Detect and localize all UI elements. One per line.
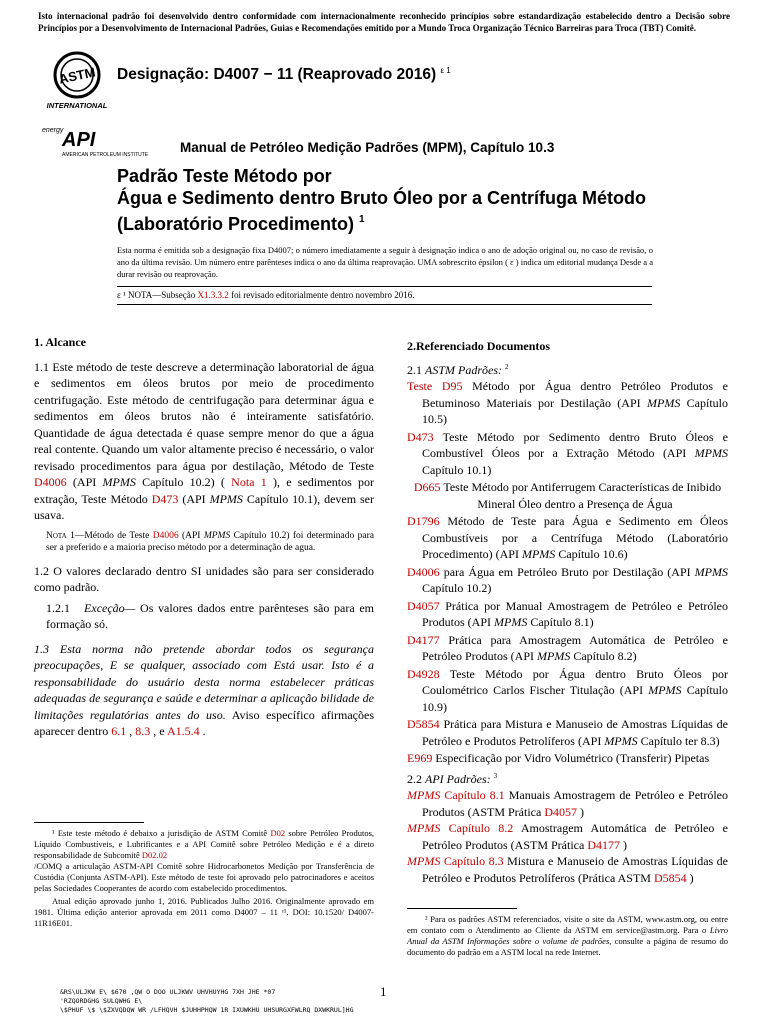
reference-title: para Água em Petróleo Bruto por Destilação (API <box>443 564 691 579</box>
reference-link-d1796[interactable]: D1796 <box>407 514 440 528</box>
link-8-3[interactable]: 8.3 <box>135 724 151 738</box>
designation-text: Designação: D4007 − 11 (Reaprovado 2016) <box>117 66 437 83</box>
api-logo <box>40 120 172 158</box>
p121-exception: Exceção— <box>84 600 136 615</box>
section-1 <box>34 334 374 740</box>
paragraph-1-1 <box>34 359 374 524</box>
reference-item <box>407 513 728 563</box>
api-reference-end: ) <box>580 804 584 819</box>
divider-top <box>117 286 652 287</box>
sub22-num: 2.2 <box>407 771 422 786</box>
reference-link-d473[interactable]: D473 <box>407 429 434 444</box>
api-reference-title: Manuais Amostragem de Petróleo e Petróleo Produtos (ASTM Prática <box>422 788 729 819</box>
nota-ota: OTA <box>52 531 67 540</box>
nota-text: 1—Método de Teste <box>70 530 150 541</box>
p11-text-c: Capítulo 10.2) ( <box>142 475 225 489</box>
divider-bottom <box>117 304 652 305</box>
reference-link-d665[interactable]: D665 <box>413 480 441 494</box>
section-2-heading: 2.Referenciado Documentos <box>407 339 551 353</box>
p11-mpms-2: MPMS <box>209 491 243 506</box>
epsilon-note <box>117 290 414 300</box>
nota-1 <box>34 530 374 555</box>
nota-link-d4006[interactable]: D4006 <box>152 530 179 541</box>
reference-title: Método de Teste para Água e Sedimento em Óleos Combustíveis por a Centrífuga Método (Laboratório Procedimento) (API <box>422 514 729 561</box>
nota-n: N <box>46 530 53 541</box>
api-reference-chapter[interactable]: Capítulo 8.2 <box>448 821 514 835</box>
reference-mpms: MPMS <box>537 649 571 663</box>
reference-chapter: Capítulo 8.2) <box>573 649 637 663</box>
p11-text: 1.1 Este método de teste descreve a determinação laboratorial de água e sedimentos em óleos brutos por meio de procedimento centrifugação. Este método de centrifugação para determinar água e sedimentos em óleos brutos não é inteiramente satisfatório. Quantidade de água detectada é quase sempre menor do que a água real contente. Quando um valor altamente preciso é necessário, o valor revisado procedimentos para água por destilação, Método de Teste <box>34 359 374 473</box>
api-reference-mpms[interactable]: MPMS <box>407 854 441 868</box>
reference-prefix: Teste <box>407 379 442 393</box>
reference-mpms: MPMS <box>694 446 728 460</box>
sub21-title: ASTM Padrões: <box>425 362 502 377</box>
epsilon-note-link[interactable]: X1.3.3.2 <box>197 290 229 300</box>
designation-epsilon: ε 1 <box>440 66 451 75</box>
astm-logo <box>46 48 108 110</box>
api-reference-mpms[interactable]: MPMS <box>407 788 441 802</box>
subsection-2-2 <box>407 768 728 788</box>
reference-title: Teste Método por Sedimento dentro Bruto Óleos e Combustível Óleos por a Extração Método (API <box>422 429 728 460</box>
p121-text: Os valores dados entre parênteses são para em formação só. <box>46 600 375 631</box>
reference-item <box>407 378 728 428</box>
manual-title: Manual de Petróleo Medição Padrões (MPM), Capítulo 10.3 <box>180 140 555 155</box>
paragraph-1-2-1 <box>34 600 374 633</box>
sub21-num: 2.1 <box>407 362 422 377</box>
fn2-text-a: ² Para os padrões ASTM referenciados, visite o site da ASTM, www.astm.org, ou entre em contato com o Atendimento ao Cliente da ASTM em service@astm.org. Para <box>407 914 728 935</box>
footer-line-1: &RS\ULJKW E\ $670 ,QW O DOO ULJKWV UHVHUYHG 7XH JHE *07 <box>60 988 276 996</box>
api-reference-title: Mistura e Manuseio de Amostras Líquidas de Petróleo e Produtos Petrolíferos (Prática ASTM <box>422 854 728 885</box>
api-reference-link-d5854[interactable]: D5854 <box>653 870 687 885</box>
api-reference-list <box>407 787 728 886</box>
p13-sep-2: , e <box>153 724 165 738</box>
fn1-text-b: sobre Petróleo Produtos, Líquido Combustíveis, e Lubrificantes e a API Comitê sobre Petróleo Medição e é a direto responsabilidade de Subcomitê <box>34 828 375 860</box>
reference-item <box>407 632 728 665</box>
api-reference-link-d4177[interactable]: D4177 <box>587 837 620 852</box>
api-reference-chapter[interactable]: Capítulo 8.3 <box>443 854 504 868</box>
fn1-text-a: ¹ Este teste método é debaixo a jurisdição de ASTM Comitê <box>52 828 268 838</box>
footnote-rule-2 <box>407 908 517 909</box>
p13-italic: 1.3 Esta norma não pretende abordar todos os segurança preocupações, E se qualquer, associado com Está usar. Isto é a responsabilidade do usuário desta norma estabelecer práticas adequadas de segurança e saúde e determinar a aplicação bilidade de limitações regulatórias antes do uso. <box>34 641 374 722</box>
p11-text-b: (API <box>72 475 97 489</box>
reference-item <box>407 564 728 597</box>
footer-line-3: \$PHUF \$ \$ZXVQDQW WR /LFHQVH $JUHHPHQW 1R IXUWKHU UHSURGXFWLRQ DXWKRUL]HG <box>60 1006 354 1014</box>
p121-num: 1.2.1 <box>46 600 70 615</box>
reference-chapter: Capítulo 10.5) <box>422 395 729 426</box>
reference-chapter: Capítulo ter 8.3) <box>640 733 720 748</box>
reference-link-d4928[interactable]: D4928 <box>407 666 440 681</box>
reference-mpms: MPMS <box>521 547 556 561</box>
svg-text:API: API <box>62 129 96 151</box>
reference-title: Prática para Mistura e Manuseio de Amostras Líquidas de Petróleo e Produtos Petrolíferos (API <box>422 717 728 748</box>
reference-item <box>407 479 728 512</box>
api-reference-chapter[interactable]: Capítulo 8.1 <box>444 788 505 802</box>
reference-title: Teste Método por Antiferrugem Características de Inibido Mineral Óleo dentro a Presença de Água <box>443 480 722 511</box>
copyright-footer <box>60 988 380 1015</box>
footer-line-2: 'RZQORDGHG SULQWHG E\ <box>60 997 143 1005</box>
api-reference-item <box>407 787 728 820</box>
reference-link-d5854[interactable]: D5854 <box>407 717 440 731</box>
api-reference-end: ) <box>623 837 627 852</box>
reference-title: Especificação por Vidro Volumétrico (Transferir) Pipetas <box>435 751 710 765</box>
title-line-3: (Laboratório Procedimento) <box>117 214 355 234</box>
sub21-sup: 2 <box>505 362 509 371</box>
document-title <box>117 165 677 235</box>
reference-mpms: MPMS <box>604 733 638 748</box>
footnote-2 <box>407 914 728 958</box>
reference-link-e969[interactable]: E969 <box>407 751 433 765</box>
p11-text-d: ), e sedimentos por extração, Teste Método <box>34 475 375 506</box>
nota-text-d: (API <box>181 530 201 541</box>
link-6-1[interactable]: 6.1 <box>111 724 127 738</box>
adoption-note: Isto internacional padrão foi desenvolvido dentro conformidade com internacionalmente reconhecido princípios sobre estandardização estabelecido dentro a Decisão sobre Princípios por a Desenvolvimento de Internacional Padrões, Guias e Recomendações emitido por a Mundo Troca Organização Técnico Barreiras para Troca (TBT) Comitê. <box>38 11 730 33</box>
reference-item <box>407 716 728 749</box>
subsection-2-1 <box>407 359 728 379</box>
p13-sep-1: , <box>129 724 133 738</box>
reference-item <box>407 598 728 631</box>
astm-reference-list <box>407 378 728 767</box>
api-reference-item <box>407 853 728 886</box>
api-reference-mpms[interactable]: MPMS <box>407 821 441 835</box>
reference-item <box>407 666 728 716</box>
footnote-1 <box>34 828 374 929</box>
reference-link-d4006[interactable]: D4006 <box>407 564 440 579</box>
reference-chapter: Capítulo 10.1) <box>422 462 492 477</box>
link-a1-5-4[interactable]: A1.5.4 <box>166 724 200 738</box>
reference-title: Método por Água dentro Petróleo Produtos e Betuminoso Materiais por Destilação (API <box>422 379 729 410</box>
reference-title: Prática por Manual Amostragem de Petróleo e Petróleo Produtos (API <box>422 598 729 629</box>
reference-mpms: MPMS <box>494 615 528 629</box>
link-d4006[interactable]: D4006 <box>34 475 67 489</box>
reference-chapter: Capítulo 10.9) <box>422 683 729 714</box>
nota-mpms: MPMS <box>203 530 231 541</box>
reference-chapter: Capítulo 10.2) <box>422 581 492 595</box>
api-reference-title: Amostragem Automática de Petróleo e Petróleo Produtos (ASTM Prática <box>422 821 728 852</box>
api-reference-item <box>407 820 728 853</box>
p13-text: Aviso específico afirmações aparecer dentro <box>34 707 374 738</box>
reference-item <box>407 429 728 479</box>
reference-mpms: MPMS <box>647 395 681 410</box>
p13-end: . <box>202 724 206 738</box>
title-line-2: Água e Sedimento dentro Bruto Óleo por a Centrífuga Método <box>117 188 647 208</box>
reference-mpms: MPMS <box>694 564 728 579</box>
epsilon-note-prefix: ε ¹ NOTA—Subseção <box>117 290 196 300</box>
sub22-title: API Padrões: <box>425 771 491 786</box>
reference-item <box>407 750 728 767</box>
fn1-link-d02-02[interactable]: D02.02 <box>141 850 168 860</box>
fn1-link-d02[interactable]: D02 <box>270 828 286 838</box>
api-reference-link-d4057[interactable]: D4057 <box>544 804 577 819</box>
svg-text:INTERNATIONAL: INTERNATIONAL <box>46 101 108 110</box>
reference-chapter: Capítulo 8.1) <box>530 615 594 629</box>
paragraph-1-2: 1.2 O valores declarado dentro SI unidades são para ser considerado como padrão. <box>34 563 374 594</box>
p11-text-e: (API <box>182 491 206 506</box>
footnote-rule-1 <box>34 822 144 823</box>
reference-link-d4057[interactable]: D4057 <box>407 598 440 613</box>
section-1-heading: 1. Alcance <box>34 335 86 349</box>
issue-note: Esta norma é emitida sob a designação fixa D4007; o número imediatamente a seguir à designação indica o ano de adoção original ou, no caso de revisão, o ano da última revisão. Um número entre parênteses indica o ano da última reaprovação. UMA sobrescrito épsilon ( ε ) indica um editorial mudança Desde a a durar revisão ou reaprovação. <box>117 245 653 279</box>
sub22-sup: 3 <box>493 771 498 780</box>
api-reference-end: ) <box>689 870 694 885</box>
epsilon-note-suffix: foi revisado editorialmente dentro novembro 2016. <box>231 290 415 300</box>
reference-chapter: Capítulo 10.6) <box>558 547 628 561</box>
paragraph-1-3 <box>34 641 374 740</box>
reference-link-d95[interactable]: D95 <box>441 379 463 393</box>
title-line-1: Padrão Teste Método por <box>117 166 332 186</box>
link-d473[interactable]: D473 <box>151 491 179 506</box>
svg-text:AMERICAN PETROLEUM INSTITUTE: AMERICAN PETROLEUM INSTITUTE <box>62 152 149 158</box>
reference-title: Teste Método por Água dentro Bruto Óleos por Coulométrico Carlos Fischer Titulação (API <box>422 666 728 697</box>
p11-mpms: MPMS <box>102 475 136 489</box>
p11-text-f: Capítulo 10.1), devem ser usava. <box>34 491 374 522</box>
page-number: 1 <box>380 984 387 999</box>
svg-text:ASTM: ASTM <box>57 64 97 87</box>
fn2-italic: o Livro Anual da ASTM Informações sobre o volume de padrões <box>407 925 729 946</box>
nota-text-e: Capítulo 10.2) foi determinado para ser a preferido e a maioria preciso método por a determinação de agua. <box>46 530 374 553</box>
section-2 <box>407 338 728 886</box>
fn1-text-c: /COMQ a articulação ASTM-API Comitê sobre Hidrocarbonetos Medição por Transferência de Custódia (Conjunta ASTM-API). Este método de teste foi aprovado pelo patrocinadores e aceitos pelas Sociedades Cooperantes de acordo com estabelecido procedimentos. <box>34 861 374 893</box>
designation <box>117 66 451 84</box>
reference-mpms: MPMS <box>648 683 682 697</box>
title-footnote-marker: 1 <box>359 214 365 225</box>
reference-title: Prática para Amostragem Automática de Petróleo e Petróleo Produtos (API <box>422 632 729 663</box>
svg-text:energy: energy <box>42 127 64 134</box>
link-nota-1[interactable]: Nota 1 <box>231 475 267 489</box>
reference-link-d4177[interactable]: D4177 <box>407 632 440 647</box>
fn1-text-d: Atual edição aprovado junho 1, 2016. Publicados Julho 2016. Originalmente aprovado em 1981. Última edição anterior aprovada em 2011 como D4007 – 11 ᵋ¹. DOI: 10.1520/ D4007-11R16E01. <box>34 896 374 928</box>
fn2-text-b: , consulte a página de resumo do documento do padrão em a ASTM local na rede Internet. <box>407 936 729 957</box>
